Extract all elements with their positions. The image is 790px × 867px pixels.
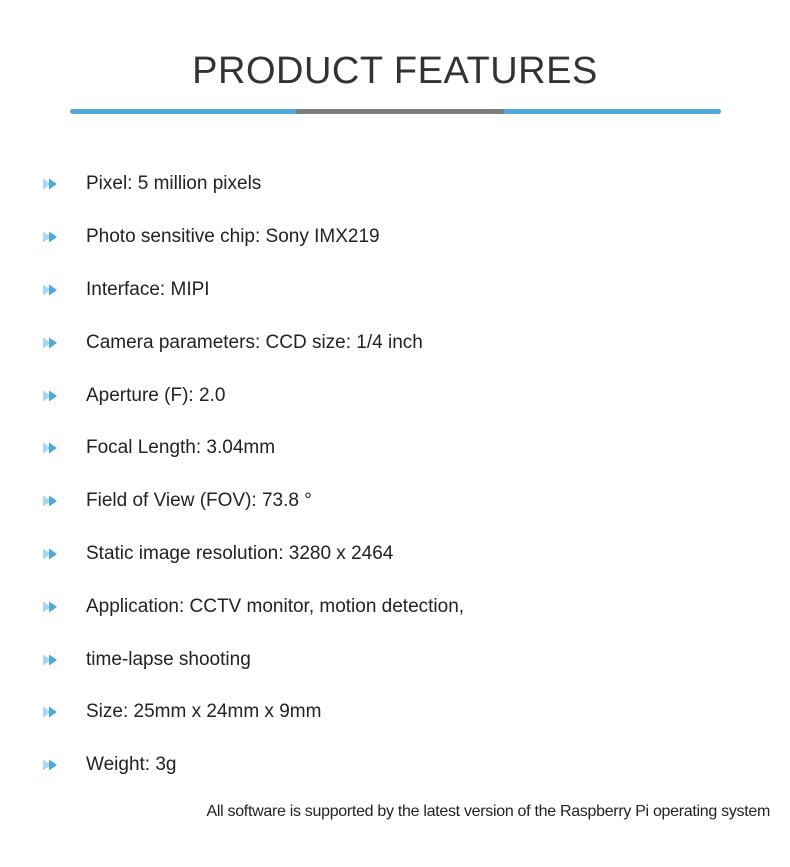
- feature-item: [42, 264, 464, 317]
- feature-item: [42, 422, 464, 475]
- double-chevron-right-icon: [42, 178, 86, 190]
- feature-item: [42, 316, 464, 369]
- title-divider: [70, 109, 721, 114]
- double-chevron-right-icon: [42, 548, 86, 560]
- feature-item: [42, 475, 464, 528]
- feature-item: [42, 580, 464, 633]
- feature-item: [42, 686, 464, 739]
- feature-text: Static image resolution: 3280 x 2464: [86, 542, 394, 564]
- feature-item: [42, 739, 464, 792]
- feature-item: [42, 211, 464, 264]
- double-chevron-right-icon: [42, 337, 86, 349]
- feature-text: Camera parameters: CCD size: 1/4 inch: [86, 331, 423, 353]
- feature-text: Weight: 3g: [86, 754, 177, 776]
- feature-list: [42, 158, 464, 792]
- feature-item: [42, 528, 464, 581]
- double-chevron-right-icon: [42, 654, 86, 666]
- feature-text: Photo sensitive chip: Sony IMX219: [86, 226, 380, 248]
- page-title: PRODUCT FEATURES: [192, 50, 598, 92]
- double-chevron-right-icon: [42, 231, 86, 243]
- divider-segment-left: [70, 109, 296, 114]
- double-chevron-right-icon: [42, 390, 86, 402]
- feature-item: [42, 158, 464, 211]
- feature-text: Size: 25mm x 24mm x 9mm: [86, 701, 322, 723]
- double-chevron-right-icon: [42, 495, 86, 507]
- feature-text: Aperture (F): 2.0: [86, 384, 226, 406]
- feature-text: Interface: MIPI: [86, 278, 210, 300]
- double-chevron-right-icon: [42, 706, 86, 718]
- footnote: All software is supported by the latest version of the Raspberry Pi operating system: [206, 803, 770, 820]
- feature-item: [42, 369, 464, 422]
- double-chevron-right-icon: [42, 284, 86, 296]
- feature-text: Application: CCTV monitor, motion detection,: [86, 595, 465, 617]
- feature-text: time-lapse shooting: [86, 648, 251, 670]
- feature-text: Field of View (FOV): 73.8 °: [86, 490, 312, 512]
- divider-segment-middle: [296, 109, 504, 114]
- double-chevron-right-icon: [42, 442, 86, 454]
- feature-item: [42, 633, 464, 686]
- feature-text: Focal Length: 3.04mm: [86, 437, 276, 459]
- double-chevron-right-icon: [42, 759, 86, 771]
- feature-text: Pixel: 5 million pixels: [86, 173, 262, 195]
- double-chevron-right-icon: [42, 601, 86, 613]
- divider-segment-right: [504, 109, 721, 114]
